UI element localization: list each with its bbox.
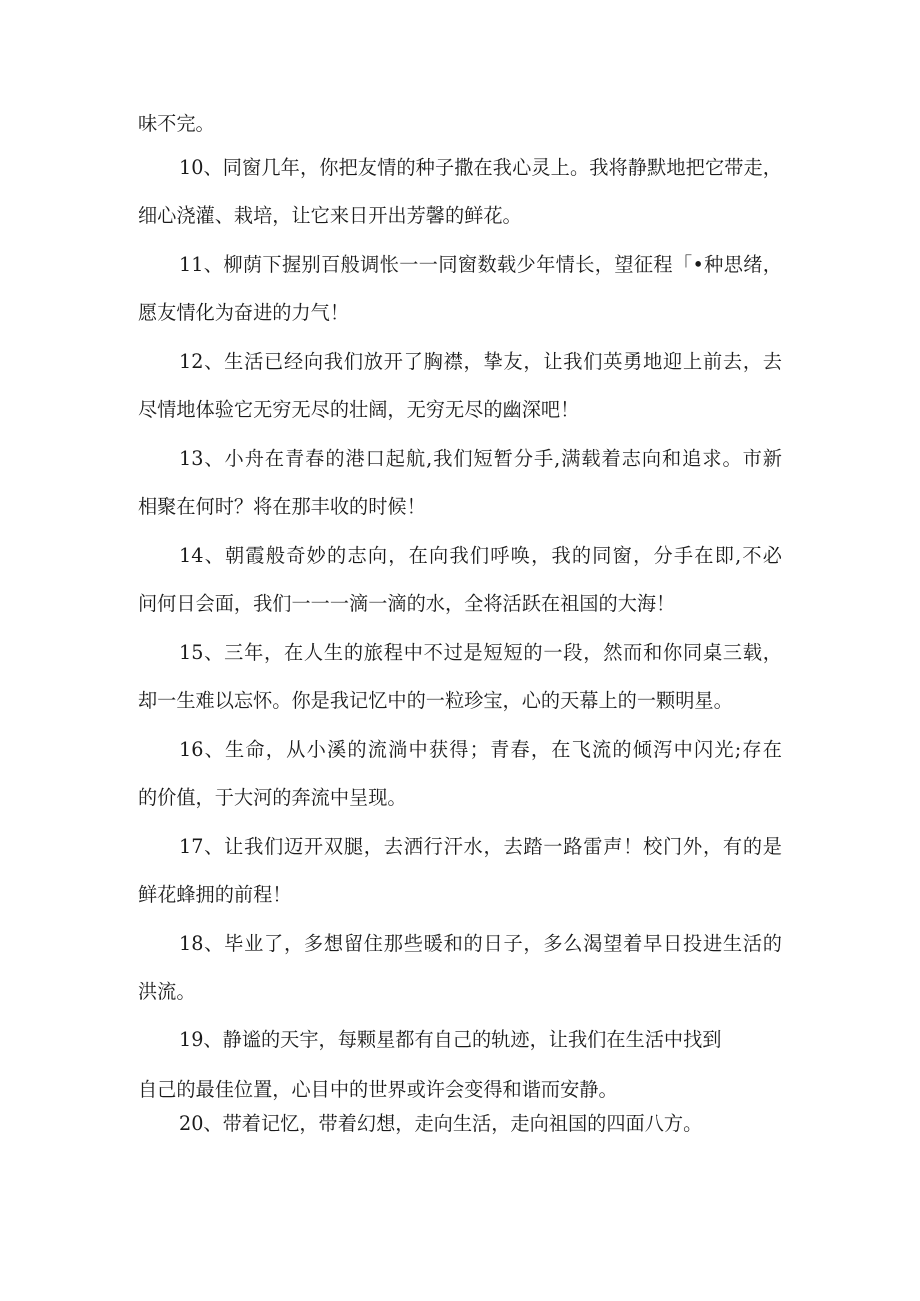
paragraph-14-line-1: 14、朝霞般奇妙的志向，在向我们呼唤，我的同窗，分手在即,不必 — [179, 544, 782, 567]
paragraph-13-line-1: 13、小舟在青春的港口起航,我们短暂分手,满载着志向和追求。市新 — [179, 447, 782, 470]
paragraph-15-line-2: 却一生难以忘怀。你是我记忆中的一粒珍宝，心的天幕上的一颗明星。 — [138, 689, 733, 712]
paragraph-10-line-1: 10、同窗几年，你把友情的种子撒在我心灵上。我将静默地把它带走， — [179, 156, 782, 179]
text-line: 味不完。 — [138, 112, 215, 135]
paragraph-11-line-2: 愿友情化为奋进的力气！ — [138, 301, 350, 324]
paragraph-12-line-1: 12、生活已经向我们放开了胸襟，挚友，让我们英勇地迎上前去，去 — [179, 350, 782, 373]
paragraph-18-line-1: 18、毕业了，多想留住那些暖和的日子，多么渴望着早日投进生活的 — [179, 932, 782, 955]
paragraph-19-line-2: 自己的最佳位置，心目中的世界或许会变得和谐而安静。 — [138, 1078, 618, 1101]
paragraph-18-line-2: 洪流。 — [138, 980, 196, 1003]
paragraph-15-line-1: 15、三年，在人生的旅程中不过是短短的一段，然而和你同桌三载， — [179, 641, 782, 664]
paragraph-20-line-1: 20、带着记忆，带着幻想，走向生活，走向祖国的四面八方。 — [179, 1112, 703, 1135]
paragraph-16-line-2: 的价值，于大河的奔流中呈现。 — [138, 786, 407, 809]
paragraph-13-line-2: 相聚在何时？将在那丰收的时候！ — [138, 495, 426, 518]
paragraph-14-line-2: 问何日会面，我们一一一滴一滴的水，全将活跃在祖国的大海！ — [138, 592, 676, 615]
paragraph-17-line-2: 鲜花蜂拥的前程！ — [138, 883, 292, 906]
paragraph-11-line-1: 11、柳荫下握别百般调怅一一同窗数载少年情长，望征程「•种思绪， — [179, 253, 782, 276]
paragraph-12-line-2: 尽情地体验它无穷无尽的壮阔，无穷无尽的幽深吧！ — [138, 398, 580, 421]
paragraph-19-line-1: 19、静谧的天宇，每颗星都有自己的轨迹，让我们在生活中找到 — [179, 1028, 722, 1051]
paragraph-10-line-2: 细心浇灌、栽培，让它来日开出芳馨的鲜花。 — [138, 204, 522, 227]
paragraph-16-line-1: 16、生命，从小溪的流淌中获得；青春，在飞流的倾泻中闪光;存在 — [179, 738, 782, 761]
paragraph-17-line-1: 17、让我们迈开双腿，去洒行汗水，去踏一路雷声！校门外，有的是 — [179, 835, 782, 858]
